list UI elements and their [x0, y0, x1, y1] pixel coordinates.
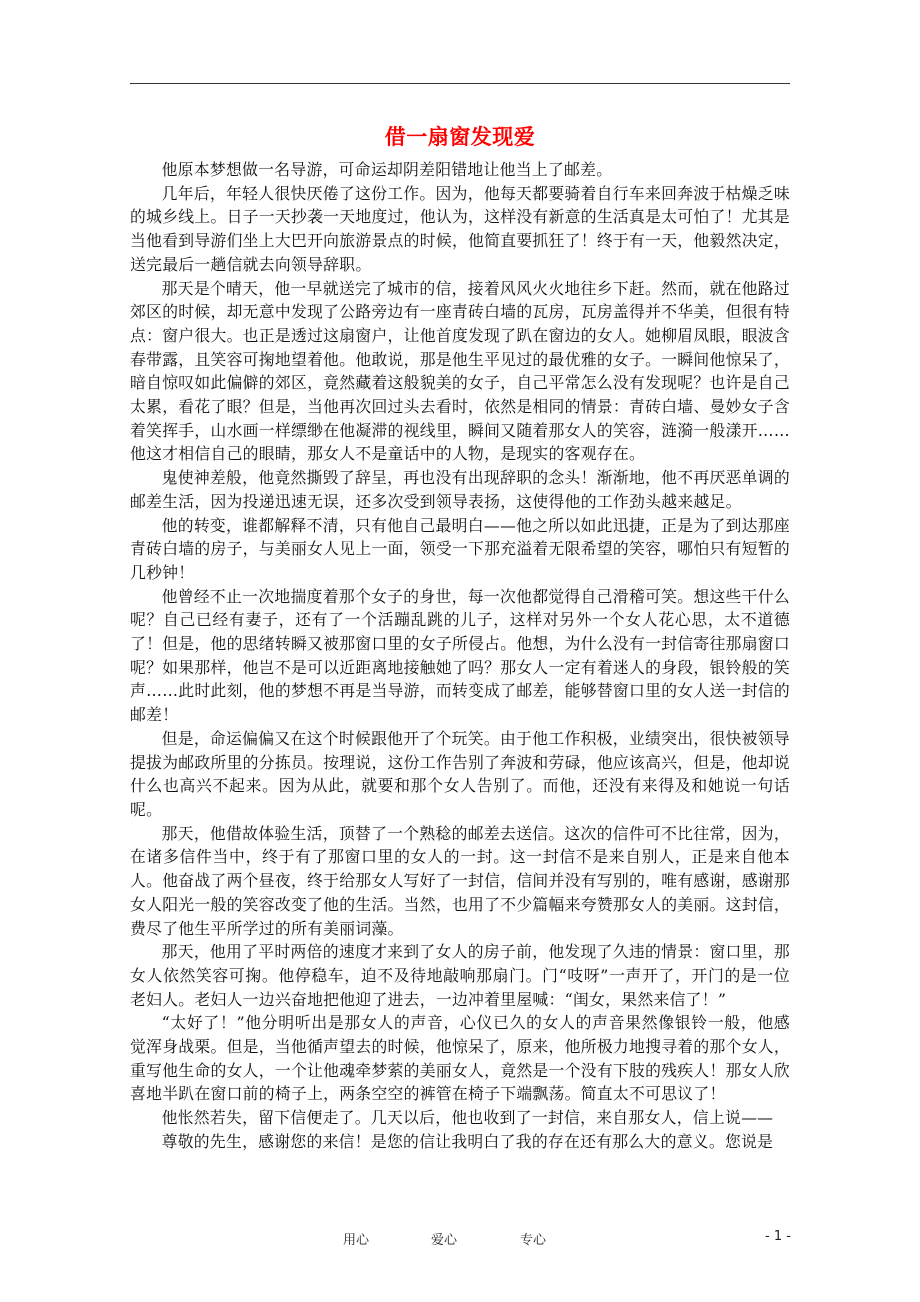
page-number: - 1 -: [765, 1229, 791, 1244]
article-body: [130, 158, 790, 1154]
paragraph: “太好了！”他分明听出是那女人的声音，心仪已久的女人的声音果然像银铃一般，他感觉浑身战栗。但是，当他循声望去的时候，他惊呆了，原来，他所极力地搜寻着的那个女人，重写他生命的女人，一个让他魂牵梦萦的美丽女人，竟然是一个没有下肢的残疾人！那女人欣喜地半趴在窗口前的椅子上，两条空空的裤管在椅子下端飘荡。简直太不可思议了！: [130, 1013, 790, 1104]
page-footer: [0, 1229, 920, 1249]
footer-motto-3: 专心: [520, 1233, 547, 1248]
footer-motto-2: 爱心: [431, 1233, 458, 1248]
paragraph: 他原本梦想做一名导游，可命运却阴差阳错地让他当上了邮差。: [161, 160, 613, 179]
paragraph: 尊敬的先生，感谢您的来信！是您的信让我明白了我的存在还有那么大的意义。您说是: [161, 1131, 774, 1151]
paragraph: 那天，他借故体验生活，顶替了一个熟稔的邮差去送信。这次的信件可不比往常，因为，在诸多信件当中，终于有了那窗口里的女人的一封。这一封信不是来自别人，正是来自他本人。他奋战了两个昼夜，终于给那女人写好了一封信，信间并没有写别的，唯有感谢，感谢那女人阳光一般的笑容改变了他的生活。当然，也用了不少篇幅来夸赞那女人的美丽。这封信，费尽了他生平所学过的所有美丽词藻。: [130, 823, 790, 938]
paragraph: 他曾经不止一次地揣度着那个女子的身世，每一次他都觉得自己滑稽可笑。想这些干什么呢？自己已经有妻子，还有了一个活蹦乱跳的儿子，这样对另外一个女人花心思，太不道德了！但是，他的思绪转瞬又被那窗口里的女子所侵占。他想，为什么没有一封信寄往那扇窗口呢？如果那样，他岂不是可以近距离地接触她了吗？那女人一定有着迷人的身段，银铃般的笑声……此时此刻，他的梦想不再是当导游，而转变成了邮差，能够替窗口里的女人送一封信的邮差！: [130, 586, 790, 725]
paragraph: 鬼使神差般，他竟然撕毁了辞呈，再也没有出现辞职的念头！渐渐地，他不再厌恶单调的邮差生活，因为投递迅速无误，还多次受到领导表扬，这使得他的工作劲头越来越足。: [130, 468, 790, 511]
article-title: 借一扇窗发现爱: [384, 125, 536, 149]
paragraph: 几年后，年轻人很快厌倦了这份工作。因为，他每天都要骑着自行车来回奔波于枯燥乏味的城乡线上。日子一天抄袭一天地度过，他认为，这样没有新意的生活真是太可怕了！尤其是当他看到导游们坐上大巴开向旅游景点的时候，他简直要抓狂了！终于有一天，他毅然决定，送完最后一趟信就去向领导辞职。: [130, 183, 790, 274]
paragraph: 那天是个晴天，他一早就送完了城市的信，接着风风火火地往乡下赶。然而，就在他路过郊区的时候，却无意中发现了公路旁边有一座青砖白墙的瓦房，瓦房盖得并不华美，但很有特点：窗户很大。也正是透过这扇窗户，让他首度发现了趴在窗边的女人。她柳眉凤眼，眼波含春带露，且笑容可掬地望着他。他敢说，那是他生平见过的最优雅的女子。一瞬间他惊呆了，暗自惊叹如此偏僻的郊区，竟然藏着这般貌美的女子，自己平常怎么没有发现呢？也许是自己太累，看花了眼？但是，当他再次回过头去看时，依然是相同的情景：青砖白墙、曼妙女子含着笑挥手，山水画一样缥缈在他凝滞的视线里，瞬间又随着那女人的笑容，涟漪一般漾开……他这才相信自己的眼睛，那女人不是童话中的人物，是现实的客观存在。: [130, 278, 790, 464]
paragraph: 但是，命运偏偏又在这个时候跟他开了个玩笑。由于他工作积极，业绩突出，很快被领导提拔为邮政所里的分拣员。按理说，这份工作告别了奔波和劳碌，他应该高兴，但是，他却说什么也高兴不起来。因为从此，就要和那个女人告别了。而他，还没有来得及和她说一句话呢。: [130, 728, 790, 819]
paragraph: 他的转变，谁都解释不清，只有他自己最明白——他之所以如此迅捷，正是为了到达那座青砖白墙的房子，与美丽女人见上一面，领受一下那充溢着无限希望的笑容，哪怕只有短暂的几秒钟！: [130, 515, 790, 582]
header-rule: [130, 83, 790, 84]
paragraph: 那天，他用了平时两倍的速度才来到了女人的房子前，他发现了久违的情景：窗口里，那女人依然笑容可掬。他停稳车，迫不及待地敲响那扇门。门“吱呀”一声开了，开门的是一位老妇人。老妇人一边兴奋地把他迎了进去，一边冲着里屋喊：“闺女，果然来信了！”: [130, 942, 790, 1009]
footer-motto-1: 用心: [343, 1233, 370, 1248]
paragraph: 他怅然若失，留下信便走了。几天以后，他也收到了一封信，来自那女人，信上说——: [161, 1108, 774, 1128]
